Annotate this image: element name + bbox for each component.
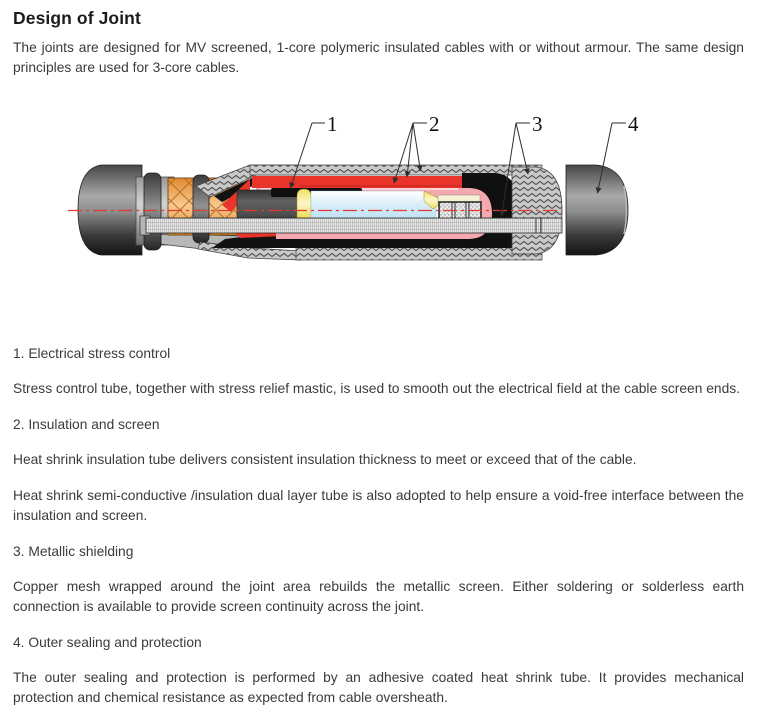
section-1-paragraph: Stress control tube, together with stress relief mastic, is used to smooth out the electrical field at the cable screen ends.: [13, 381, 740, 396]
callout-4-label: 4: [628, 112, 639, 136]
cable-insulation: [311, 191, 436, 218]
callout-2-label: 2: [429, 112, 440, 136]
joint-cutaway-illustration: [13, 102, 744, 272]
section-2-paragraph-1: Heat shrink insulation tube delivers consistent insulation thickness to meet or exceed that of the cable.: [13, 452, 637, 467]
intro-paragraph: The joints are designed for MV screened, 1-core polymeric insulated cables with or without armour. The same design principles are used for 3-core cables.: [13, 40, 744, 75]
callout-3-label: 3: [532, 112, 543, 136]
stress-relief-mastic: [297, 189, 311, 218]
section-3-paragraph: Copper mesh wrapped around the joint area rebuilds the metallic screen. Either soldering or solderless earth connection is available to provide screen continuity across the joint.: [13, 579, 744, 614]
section-3-heading: 3. Metallic shielding: [13, 544, 134, 559]
clamp-ring-1: [144, 173, 161, 250]
ivory-band: [438, 195, 480, 202]
body-text: [13, 344, 744, 708]
section-1-heading: 1. Electrical stress control: [13, 346, 171, 361]
section-4-paragraph: The outer sealing and protection is performed by an adhesive coated heat shrink tube. It provides mechanical protection and chemical resistance as expected from cable oversheath.: [13, 670, 744, 705]
section-4-heading: 4. Outer sealing and protection: [13, 635, 202, 650]
callout-1-label: 1: [327, 112, 338, 136]
conductor-strip: [140, 216, 562, 235]
section-2-heading: 2. Insulation and screen: [13, 417, 160, 432]
cable-right-end: [566, 165, 628, 255]
page-title: Design of Joint: [13, 8, 141, 28]
joint-diagram: [13, 102, 744, 272]
section-2-paragraph-2: Heat shrink semi-conductive /insulation dual layer tube is also adopted to help ensure a void-free interface between the insulation and screen.: [13, 488, 744, 523]
